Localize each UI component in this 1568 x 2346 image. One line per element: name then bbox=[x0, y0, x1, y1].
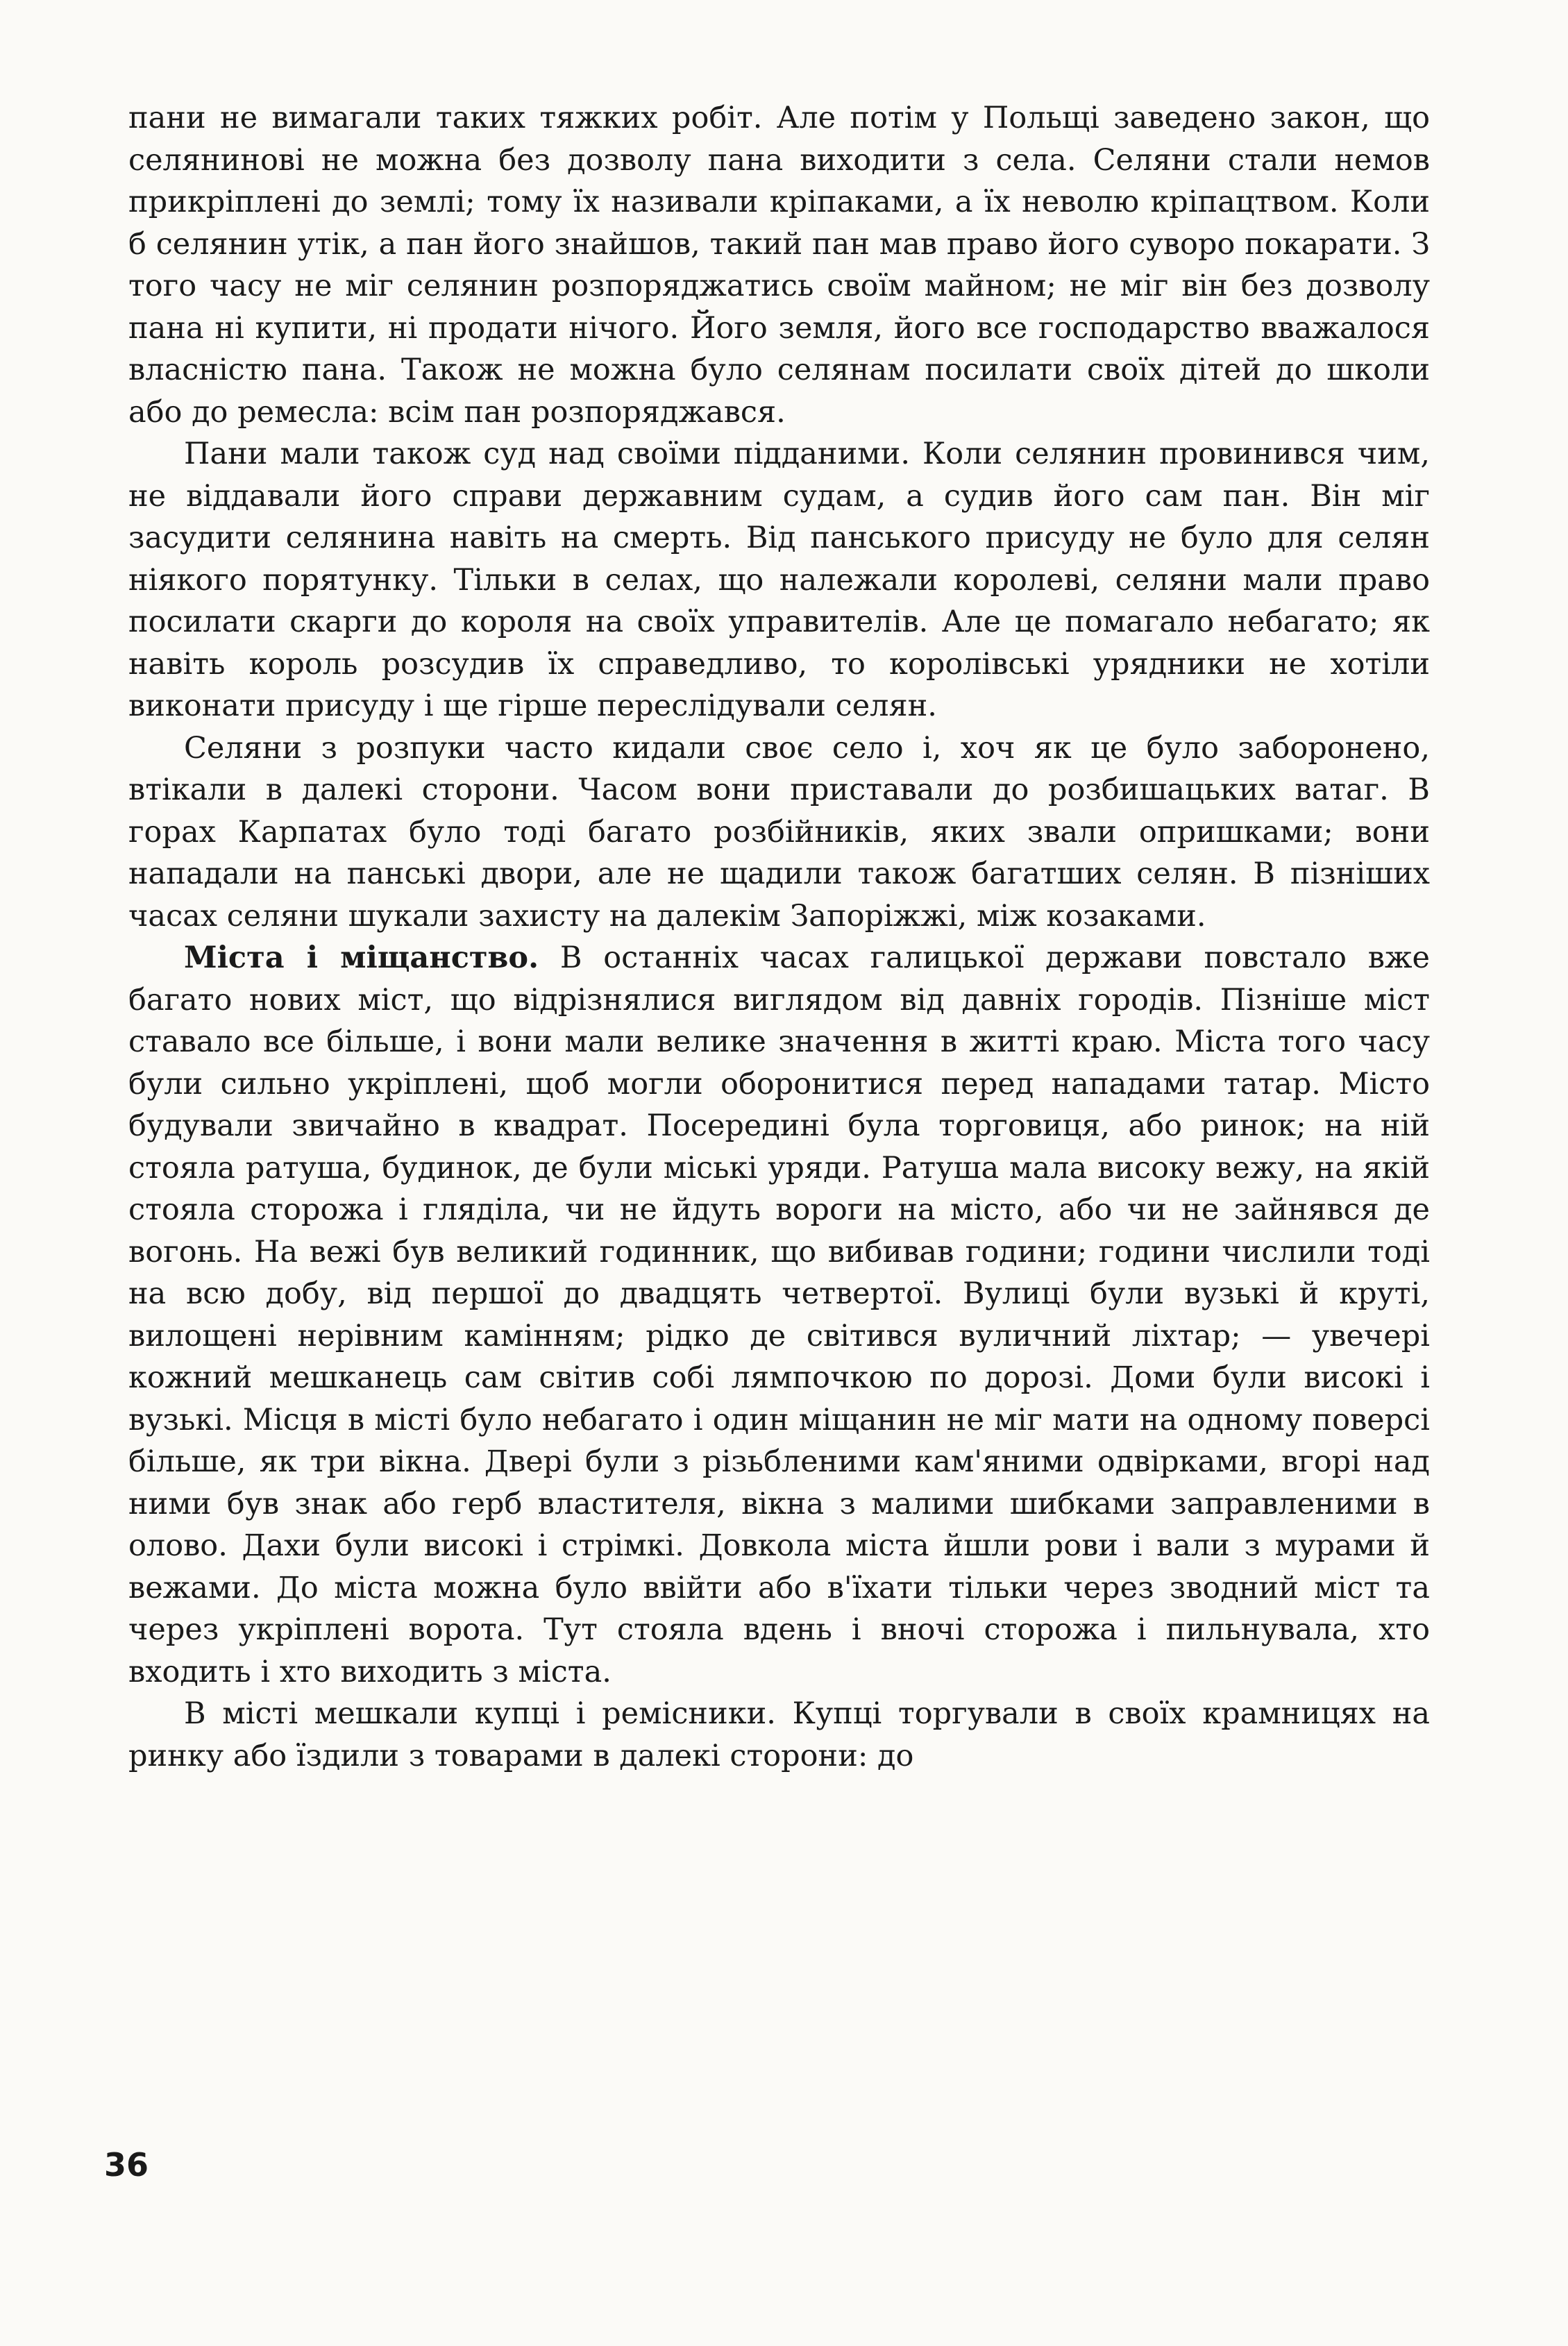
page-number: 36 bbox=[104, 2146, 149, 2184]
paragraph-1 bbox=[128, 97, 1430, 433]
paragraph-3 bbox=[128, 727, 1430, 938]
paragraph-5 bbox=[128, 1693, 1430, 1777]
paragraph-2 bbox=[128, 433, 1430, 727]
paragraph-4-text: В останніх часах галицької держави повстало вже багато нових міст, що відрізнялися виглядом від давніх городів. Пізніше міст ставало все більше, і вони мали велике значення в житті краю. Міста того часу були сильно укріплені, щоб могли оборонитися перед нападами татар. Місто будували звичайно в квадрат. Посередині була торговиця, або ринок; на ній стояла ратуша, будинок, де були міські уряди. Ратуша мала високу вежу, на якій стояла сторожа і гляділа, чи не йдуть вороги на місто, або чи не зайнявся де вогонь. На вежі був великий годинник, що вибивав години; години числили тоді на всю добу, від першої до двадцять четвертої. Вулиці були вузькі й круті, вилощені нерівним камінням; рідко де світився вуличний ліхтар; — увечері кожний мешканець сам світив собі лямпочкою по дорозі. Доми були високі і вузькі. Місця в місті було небагато і один міщанин не міг мати на одному поверсі більше, як три вікна. Двері були з різьбленими кам'яними одвірками, вгорі над ними був знак або герб властителя, вікна з малими шибками заправленими в олово. Дахи були високі і стрімкі. Довкола міста йшли рови і вали з мурами й вежами. До міста можна було ввійти або в'їхати тільки через зводний міст та через укріплені ворота. Тут стояла вдень і вночі сторожа і пильнувала, хто входить і хто виходить з міста. bbox=[128, 940, 1430, 1689]
paragraph-3-text: Селяни з розпуки часто кидали своє село і, хоч як це було заборонено, втікали в далекі сторони. Часом вони приставали до розбишацьких ватаг. В горах Карпатах було тоді багато розбійників, яких звали опришками; вони нападали на панські двори, але не щадили також багатших селян. В пізніших часах селяни шукали захисту на далекім Запоріжжі, між козаками. bbox=[128, 730, 1430, 934]
paragraph-1-text: пани не вимагали таких тяжких робіт. Але потім у Польщі заведено закон, що селянинові не можна без дозволу пана виходити з села. Селяни стали немов прикріплені до землі; тому їх називали кріпаками, а їх неволю кріпацтвом. Коли б селянин утік, а пан його знайшов, такий пан мав право його суворо покарати. З того часу не міг селянин розпоряджатись своїм майном; не міг він без дозволу пана ні купити, ні продати нічого. Його земля, його все господарство вважалося власністю пана. Також не можна було селянам посилати своїх дітей до школи або до ремесла: всім пан розпоряджався. bbox=[128, 101, 1430, 430]
paragraph-2-text: Пани мали також суд над своїми підданими. Коли селянин провинився чим, не віддавали його справи державним судам, а судив його сам пан. Він міг засудити селянина навіть на смерть. Від панського присуду не було для селян ніякого порятунку. Тільки в селах, що належали королеві, селяни мали право посилати скарги до короля на своїх управителів. Але це помагало небагато; як навіть король розсудив їх справедливо, то королівські урядники не хотіли виконати присуду і ще гірше переслідували селян. bbox=[128, 437, 1430, 723]
paragraph-4 bbox=[128, 937, 1430, 1693]
body-text bbox=[128, 97, 1430, 1777]
section-heading: Міста і міщанство. bbox=[184, 940, 539, 975]
paragraph-5-text: В місті мешкали купці і ремісники. Купці торгували в своїх крамницях на ринку або їздили з товарами в далекі сторони: до bbox=[128, 1696, 1430, 1773]
